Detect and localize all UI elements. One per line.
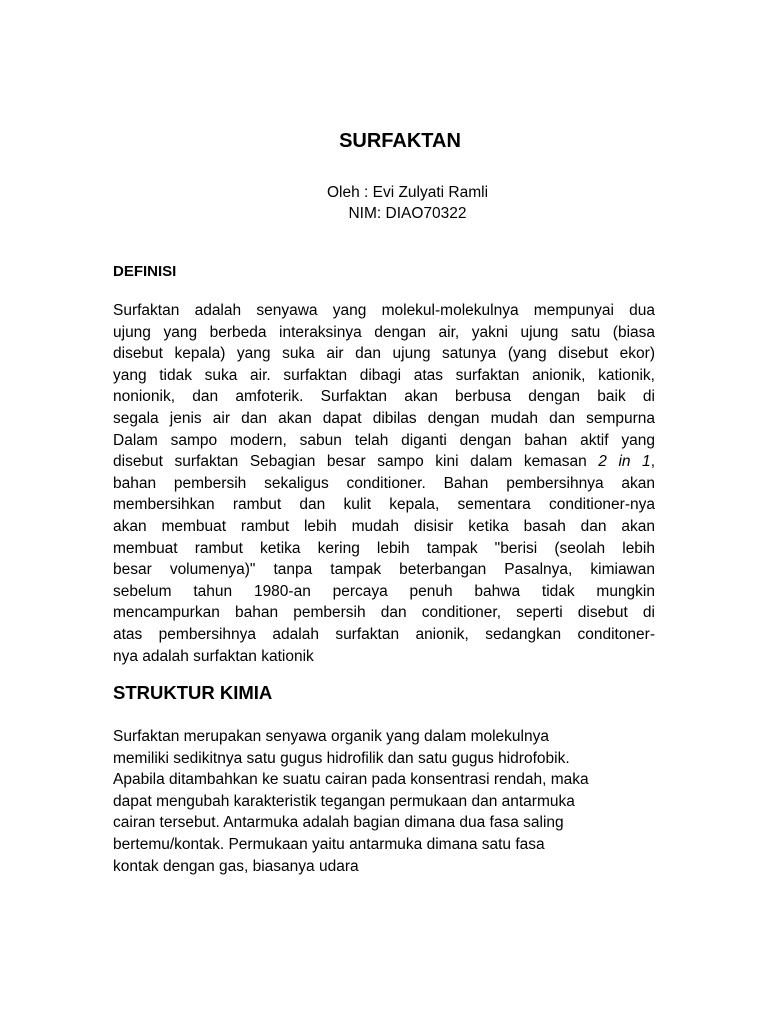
paragraph-line: cairan tersebut. Antarmuka adalah bagian dimana dua fasa saling (113, 814, 564, 832)
document-title: SURFAKTAN (339, 130, 461, 152)
nim-line: NIM: DIAO70322 (348, 205, 467, 222)
paragraph-line: nonionik, dan amfoterik. Surfaktan akan berbusa dengan baik di (113, 388, 655, 406)
paragraph-line: atas pembersihnya adalah surfaktan anionik, sedangkan conditoner- (113, 625, 655, 643)
author-line: Oleh : Evi Zulyati Ramli (326, 184, 489, 201)
paragraph-line: bahan pembersih sekaligus conditioner. Bahan pembersihnya akan (113, 474, 655, 492)
paragraph-line: Dalam sampo modern, sabun telah diganti dengan bahan aktif yang (113, 431, 655, 449)
paragraph-struktur-kimia (113, 726, 653, 877)
paragraph-line: segala jenis air dan akan dapat dibilas dengan mudah dan sempurna (113, 409, 655, 427)
paragraph-line: besar volumenya)" tanpa tampak beterbangan Pasalnya, kimiawan (113, 561, 655, 579)
paragraph-line: ujung yang berbeda interaksinya dengan air, yakni ujung satu (biasa (113, 323, 655, 341)
paragraph-line: membuat rambut ketika kering lebih tampak "berisi (seolah lebih (113, 539, 655, 557)
paragraph-line: mencampurkan bahan pembersih dan conditioner, seperti disebut di (113, 604, 655, 622)
paragraph-line: kontak dengan gas, biasanya udara (113, 857, 359, 875)
italic-phrase: 2 in 1 (598, 453, 651, 471)
author-block (0, 182, 768, 224)
paragraph-line: Apabila ditambahkan ke suatu cairan pada konsentrasi rendah, maka (113, 771, 589, 789)
paragraph-line: dapat mengubah karakteristik tegangan permukaan dan antarmuka (113, 792, 575, 810)
paragraph-line: membersihkan rambut dan kulit kepala, sementara conditioner-nya (113, 496, 655, 514)
paragraph-line-text: disebut surfaktan Sebagian besar sampo kini dalam kemasan (113, 453, 599, 471)
paragraph-line: bertemu/kontak. Permukaan yaitu antarmuka dimana satu fasa (113, 835, 545, 853)
paragraph-line: yang tidak suka air. surfaktan dibagi atas surfaktan anionik, kationik, (113, 366, 655, 384)
paragraph-line: Surfaktan merupakan senyawa organik yang dalam molekulnya (113, 728, 549, 745)
paragraph-line: disebut kepala) yang suka air dan ujung satunya (yang disebut ekor) (113, 345, 655, 363)
section-heading-definisi: DEFINISI (113, 263, 177, 280)
paragraph-line: akan membuat rambut lebih mudah disisir ketika basah dan akan (113, 517, 655, 535)
paragraph-definisi (113, 300, 655, 667)
paragraph-line: sebelum tahun 1980-an percaya penuh bahwa tidak mungkin (113, 582, 655, 600)
paragraph-line (113, 451, 655, 473)
section-heading-struktur-kimia: STRUKTUR KIMIA (113, 682, 273, 703)
paragraph-line: Surfaktan adalah senyawa yang molekul-molekulnya mempunyai dua (113, 302, 655, 319)
comma: , (650, 453, 655, 471)
paragraph-line: nya adalah surfaktan kationik (113, 647, 314, 665)
paragraph-line: memiliki sedikitnya satu gugus hidrofilik dan satu gugus hidrofobik. (113, 749, 570, 767)
